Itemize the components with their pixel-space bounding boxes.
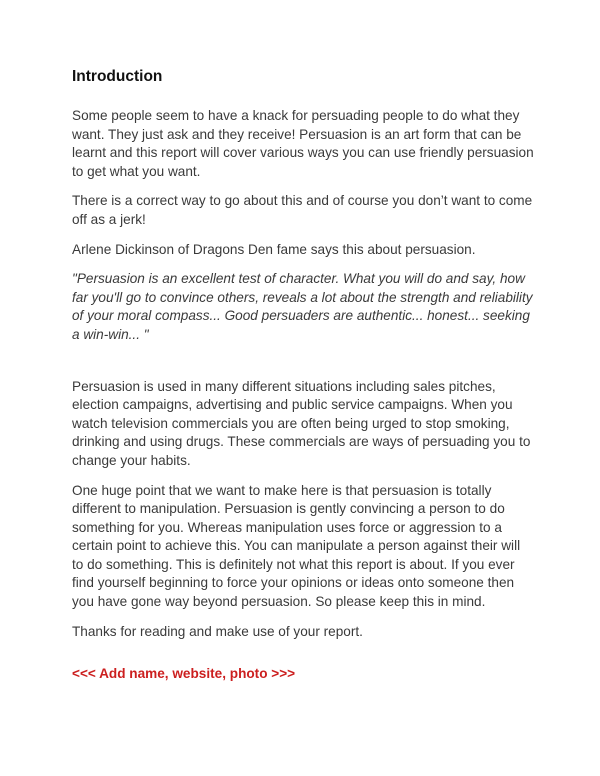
thanks-paragraph: Thanks for reading and make use of your report. <box>72 623 363 639</box>
manipulation-paragraph: One huge point that we want to make here is that persuasion is totally different to manipulation. Persuasion is gently convincing a person to do something for you. Whereas manipulation uses force or aggression to a certain point to achieve this. You can manipulate a person against their will to do something. This is definitely not what this report is about. If you ever find yourself beginning to force your opinions or ideas onto someone then you have gone way beyond persuasion. So please keep this in mind. <box>72 482 521 610</box>
quote-intro-paragraph: Arlene Dickinson of Dragons Den fame says this about persuasion. <box>72 241 476 257</box>
block-quote: "Persuasion is an excellent test of character. What you will do and say, how far you'll go to convince others, reveals a lot about the strength and reliability of your moral compass... Good persuaders are authentic... honest... seeking a win-win... " <box>72 271 533 342</box>
call-to-action-placeholder: <<< Add name, website, photo >>> <box>72 666 296 682</box>
document-body <box>72 66 534 684</box>
intro-paragraph: Some people seem to have a knack for persuading people to do what they want. They just ask and they receive! Persuasion is an art form that can be learnt and this report will cover various ways you can use friendly persuasion to get what you want. <box>72 108 534 179</box>
approach-paragraph: There is a correct way to go about this and of course you don’t want to come off as a jerk! <box>72 193 533 227</box>
usage-paragraph: Persuasion is used in many different situations including sales pitches, election campaigns, advertising and public service campaigns. When you watch television commercials you are often being urged to stop smoking, drinking and using drugs. These commercials are ways of persuading you to change your habits. <box>72 378 531 468</box>
section-heading: Introduction <box>72 68 163 85</box>
